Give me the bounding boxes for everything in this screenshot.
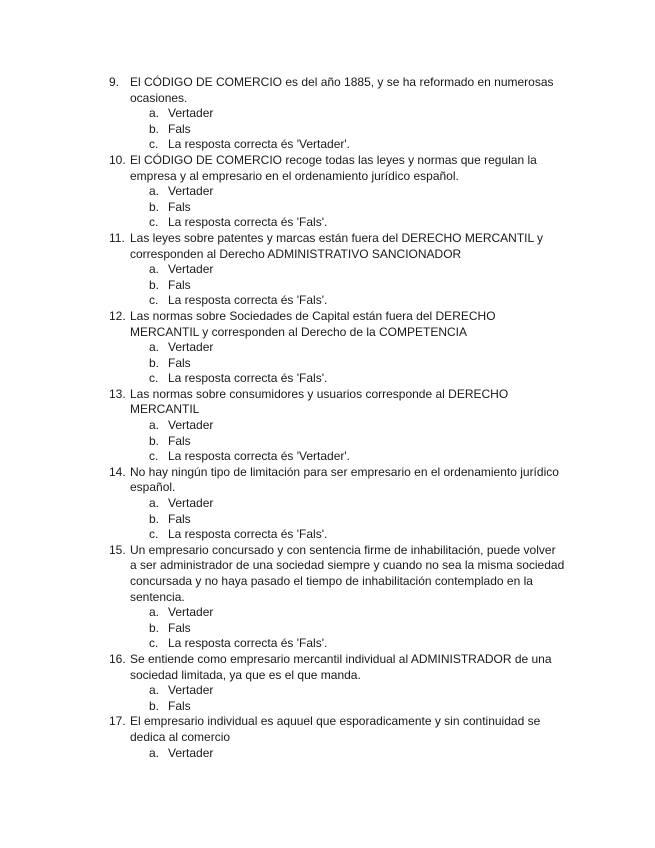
option-item — [0, 746, 655, 762]
question-9 — [0, 75, 655, 106]
question-16 — [0, 652, 655, 683]
option-item — [0, 137, 655, 153]
option-text: Vertader — [168, 683, 214, 698]
options-list — [0, 106, 655, 153]
question-15 — [0, 543, 655, 605]
options-list — [0, 496, 655, 543]
option-letter: a. — [149, 340, 160, 355]
option-item — [0, 262, 655, 278]
question-12 — [0, 309, 655, 340]
option-item — [0, 356, 655, 372]
options-list — [0, 418, 655, 465]
option-item — [0, 527, 655, 543]
options-list — [0, 605, 655, 652]
option-letter: b. — [149, 199, 160, 214]
option-text: La resposta correcta és 'Fals'. — [168, 293, 328, 308]
question-number: 10. — [109, 152, 126, 167]
option-item — [0, 512, 655, 528]
option-text: La resposta correcta és 'Fals'. — [168, 527, 328, 542]
question-13 — [0, 387, 655, 418]
question-text: Se entiende como empresario mercantil individual al ADMINISTRADOR de una sociedad limitada, ya que es el que manda. — [130, 651, 552, 682]
option-item — [0, 636, 655, 652]
option-text: Vertader — [168, 340, 214, 355]
option-text: La resposta correcta és 'Fals'. — [168, 636, 328, 651]
option-letter: a. — [149, 106, 160, 121]
question-14 — [0, 465, 655, 496]
option-text: Vertader — [168, 184, 214, 199]
option-letter: a. — [149, 745, 160, 760]
option-letter: c. — [149, 137, 159, 152]
option-item — [0, 699, 655, 715]
option-letter: b. — [149, 620, 160, 635]
option-letter: a. — [149, 683, 160, 698]
option-letter: b. — [149, 277, 160, 292]
option-letter: c. — [149, 215, 159, 230]
option-item — [0, 184, 655, 200]
option-item — [0, 683, 655, 699]
option-text: Fals — [168, 511, 191, 526]
question-text: No hay ningún tipo de limitación para ser empresario en el ordenamiento jurídico español. — [130, 464, 559, 495]
option-text: Vertader — [168, 745, 214, 760]
question-number: 13. — [109, 386, 126, 401]
option-letter: b. — [149, 121, 160, 136]
question-text: Las normas sobre consumidores y usuarios corresponde al DERECHO MERCANTIL — [130, 386, 509, 417]
question-number: 15. — [109, 542, 126, 557]
option-letter: a. — [149, 496, 160, 511]
option-item — [0, 122, 655, 138]
question-text: Las normas sobre Sociedades de Capital están fuera del DERECHO MERCANTIL y corresponden al Derecho de la COMPETENCIA — [130, 308, 496, 339]
question-text: El CÓDIGO DE COMERCIO es del año 1885, y se ha reformado en numerosas ocasiones. — [130, 75, 554, 105]
option-letter: b. — [149, 433, 160, 448]
question-11 — [0, 231, 655, 262]
option-text: La resposta correcta és 'Vertader'. — [168, 449, 351, 464]
option-item — [0, 200, 655, 216]
option-text: Vertader — [168, 106, 214, 121]
option-item — [0, 449, 655, 465]
question-text: El empresario individual es aquuel que esporadicamente y sin continuidad se dedica al comercio — [130, 714, 541, 744]
options-list — [0, 746, 655, 762]
options-list — [0, 262, 655, 309]
option-item — [0, 371, 655, 387]
option-text: Fals — [168, 698, 191, 713]
option-letter: a. — [149, 262, 160, 277]
option-text: Fals — [168, 277, 191, 292]
option-text: Vertader — [168, 262, 214, 277]
option-item — [0, 278, 655, 294]
question-number: 12. — [109, 308, 126, 323]
question-number: 16. — [109, 651, 126, 666]
options-list — [0, 683, 655, 714]
option-letter: c. — [149, 636, 159, 651]
option-letter: b. — [149, 698, 160, 713]
question-text: Un empresario concursado y con sentencia firme de inhabilitación, puede volver a ser administrador de una sociedad siempre y cuando no sea la misma sociedad concursada y no haya pasado el tiempo de inhabilitación contemplado en la sentencia. — [130, 542, 565, 604]
option-letter: b. — [149, 355, 160, 370]
option-item — [0, 418, 655, 434]
option-text: La resposta correcta és 'Fals'. — [168, 371, 328, 386]
option-text: Fals — [168, 355, 191, 370]
option-text: La resposta correcta és 'Fals'. — [168, 215, 328, 230]
question-number: 11. — [109, 230, 125, 245]
option-letter: a. — [149, 418, 160, 433]
option-text: Vertader — [168, 605, 214, 620]
option-item — [0, 496, 655, 512]
option-text: Vertader — [168, 418, 214, 433]
option-text: Fals — [168, 433, 191, 448]
option-letter: a. — [149, 605, 160, 620]
question-text: Las leyes sobre patentes y marcas están fuera del DERECHO MERCANTIL y corresponden al Derecho ADMINISTRATIVO SANCIONADOR — [130, 230, 544, 261]
option-item — [0, 605, 655, 621]
options-list — [0, 340, 655, 387]
option-item — [0, 434, 655, 450]
option-item — [0, 215, 655, 231]
option-item — [0, 106, 655, 122]
question-number: 17. — [109, 714, 126, 729]
option-item — [0, 621, 655, 637]
option-text: Fals — [168, 620, 191, 635]
option-letter: c. — [149, 527, 159, 542]
option-text: Vertader — [168, 496, 214, 511]
document-page — [0, 75, 655, 761]
option-text: La resposta correcta és 'Vertader'. — [168, 137, 351, 152]
option-item — [0, 293, 655, 309]
question-10 — [0, 153, 655, 184]
question-17 — [0, 714, 655, 745]
option-letter: b. — [149, 511, 160, 526]
question-number: 14. — [109, 464, 126, 479]
question-number: 9. — [109, 75, 120, 89]
option-letter: c. — [149, 449, 159, 464]
option-text: Fals — [168, 121, 191, 136]
option-letter: c. — [149, 293, 159, 308]
question-text: El CÓDIGO DE COMERCIO recoge todas las leyes y normas que regulan la empresa y al empresario en el ordenamiento jurídico español. — [130, 152, 537, 183]
option-text: Fals — [168, 199, 191, 214]
options-list — [0, 184, 655, 231]
option-item — [0, 340, 655, 356]
option-letter: a. — [149, 184, 160, 199]
option-letter: c. — [149, 371, 159, 386]
